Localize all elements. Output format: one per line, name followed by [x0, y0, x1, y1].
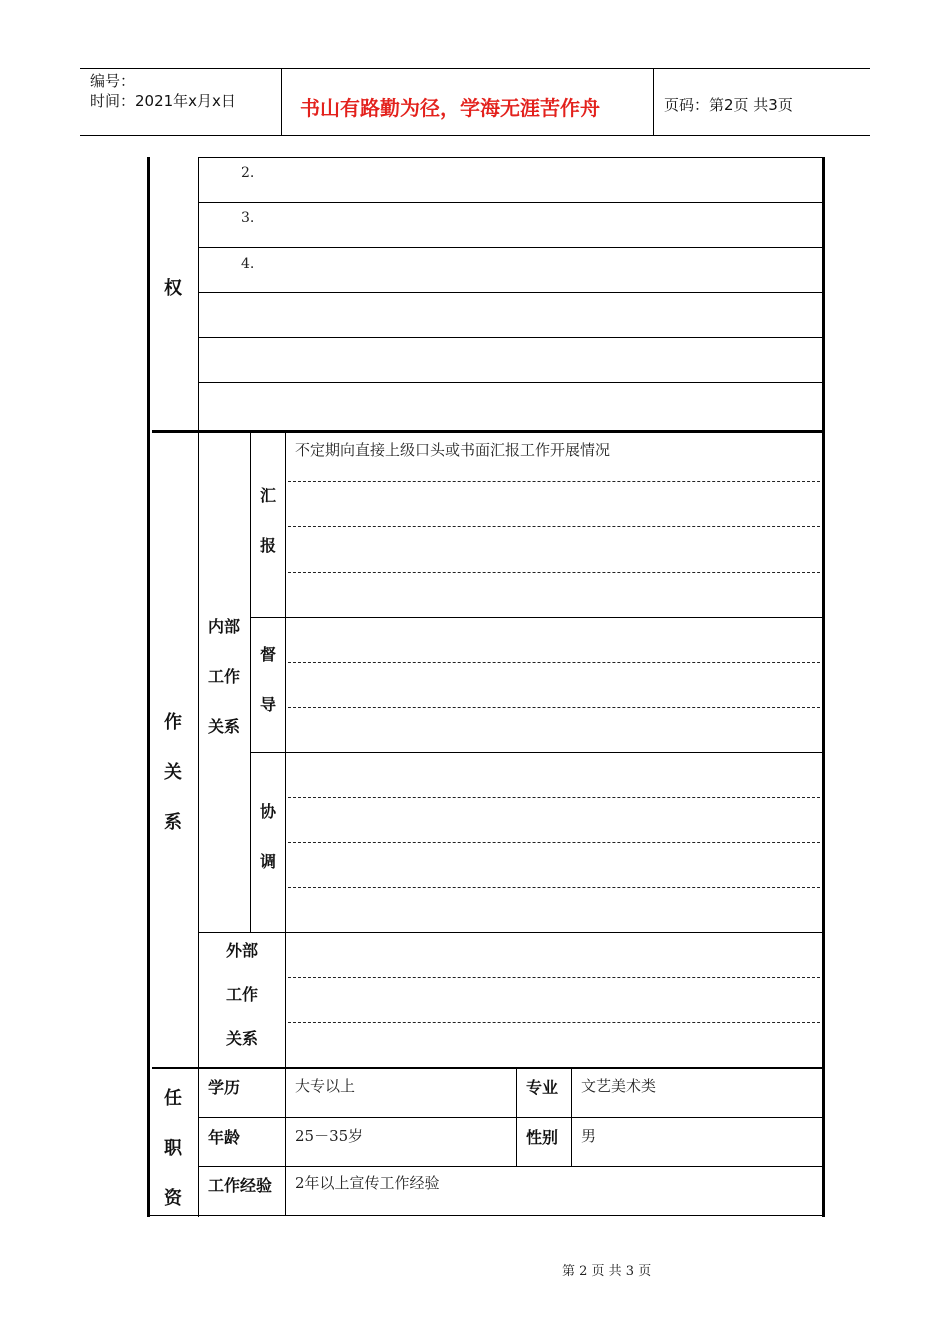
supervise-bottom-line: [250, 752, 822, 753]
header-divider-left: [281, 68, 282, 135]
authority-row-line: [198, 382, 822, 383]
external-dashed-line: [288, 1022, 820, 1023]
qualification-label-char-1: 任: [164, 1088, 182, 1109]
qualification-label-char-2: 职: [164, 1138, 182, 1159]
qualification-row-line: [198, 1117, 822, 1118]
internal-label-line-1: 内部: [208, 617, 241, 636]
age-label: 年龄: [208, 1128, 241, 1147]
internal-label-line-3: 关系: [208, 717, 241, 736]
coordinate-dashed-line: [288, 887, 820, 888]
external-label-line-2: 工作: [226, 985, 259, 1004]
major-label: 专业: [526, 1078, 559, 1097]
header-motto: 书山有路勤为径，学海无涯苦作舟: [300, 96, 600, 120]
education-value: 大专以上: [295, 1077, 356, 1095]
gender-label: 性别: [526, 1128, 559, 1147]
report-dashed-line: [288, 572, 820, 573]
authority-top-line: [198, 157, 822, 158]
external-label-line-3: 关系: [226, 1029, 259, 1048]
supervise-label-char-1: 督: [260, 645, 277, 664]
supervise-dashed-line: [288, 707, 820, 708]
authority-item-2: 2.: [241, 165, 255, 181]
content-column-line: [285, 433, 286, 1216]
label-column-line: [198, 157, 199, 1217]
serial-number-label: 编号：: [90, 72, 136, 90]
external-label-line-1: 外部: [226, 941, 259, 960]
coordinate-dashed-line: [288, 797, 820, 798]
authority-row-line: [198, 202, 822, 203]
table-right-border: [822, 157, 825, 1217]
relations-label-char-2: 关: [164, 762, 182, 783]
table-left-border: [147, 157, 150, 1217]
footer-page-number: 第 2 页 共 3 页: [562, 1264, 652, 1279]
report-description: 不定期向直接上级口头或书面汇报工作开展情况: [295, 441, 611, 459]
supervise-dashed-line: [288, 662, 820, 663]
relations-label-char-1: 作: [164, 712, 182, 733]
relations-label-char-3: 系: [164, 812, 182, 833]
supervise-label-char-2: 导: [260, 695, 277, 714]
qualification-row-line: [198, 1166, 822, 1167]
coordinate-label-char-1: 协: [260, 802, 277, 821]
header-top-rule: [80, 68, 870, 69]
internal-bottom-line: [198, 932, 822, 933]
header-bottom-rule: [80, 135, 870, 136]
experience-value: 2年以上宣传工作经验: [295, 1174, 440, 1192]
age-value: 25－35岁: [295, 1127, 364, 1145]
header-divider-right: [653, 68, 654, 135]
coordinate-label-char-2: 调: [260, 852, 277, 871]
page-indicator: 页码：第2页 共3页: [664, 96, 793, 114]
gender-value: 男: [581, 1127, 597, 1145]
report-dashed-line: [288, 481, 820, 482]
major-value: 文艺美术类: [581, 1077, 657, 1095]
table-bottom-line: [148, 1215, 824, 1216]
internal-label-line-2: 工作: [208, 667, 241, 686]
qualification-label-char-3: 资: [164, 1188, 182, 1209]
authority-row-line: [198, 292, 822, 293]
qualification-top-line: [152, 1067, 822, 1069]
authority-section-label: 权: [164, 278, 182, 299]
authority-item-4: 4.: [241, 256, 255, 272]
authority-row-line: [198, 247, 822, 248]
date-label: 时间：2021年x月x日: [90, 92, 236, 110]
education-label: 学历: [208, 1078, 241, 1097]
external-dashed-line: [288, 977, 820, 978]
report-label-char-2: 报: [260, 536, 277, 555]
authority-item-3: 3.: [241, 210, 255, 226]
authority-row-line: [198, 337, 822, 338]
experience-label: 工作经验: [208, 1176, 273, 1195]
coordinate-dashed-line: [288, 842, 820, 843]
section-divider-thick: [152, 430, 822, 433]
sub-label-column-line: [250, 433, 251, 932]
report-label-char-1: 汇: [260, 486, 277, 505]
report-dashed-line: [288, 526, 820, 527]
report-bottom-line: [250, 617, 822, 618]
